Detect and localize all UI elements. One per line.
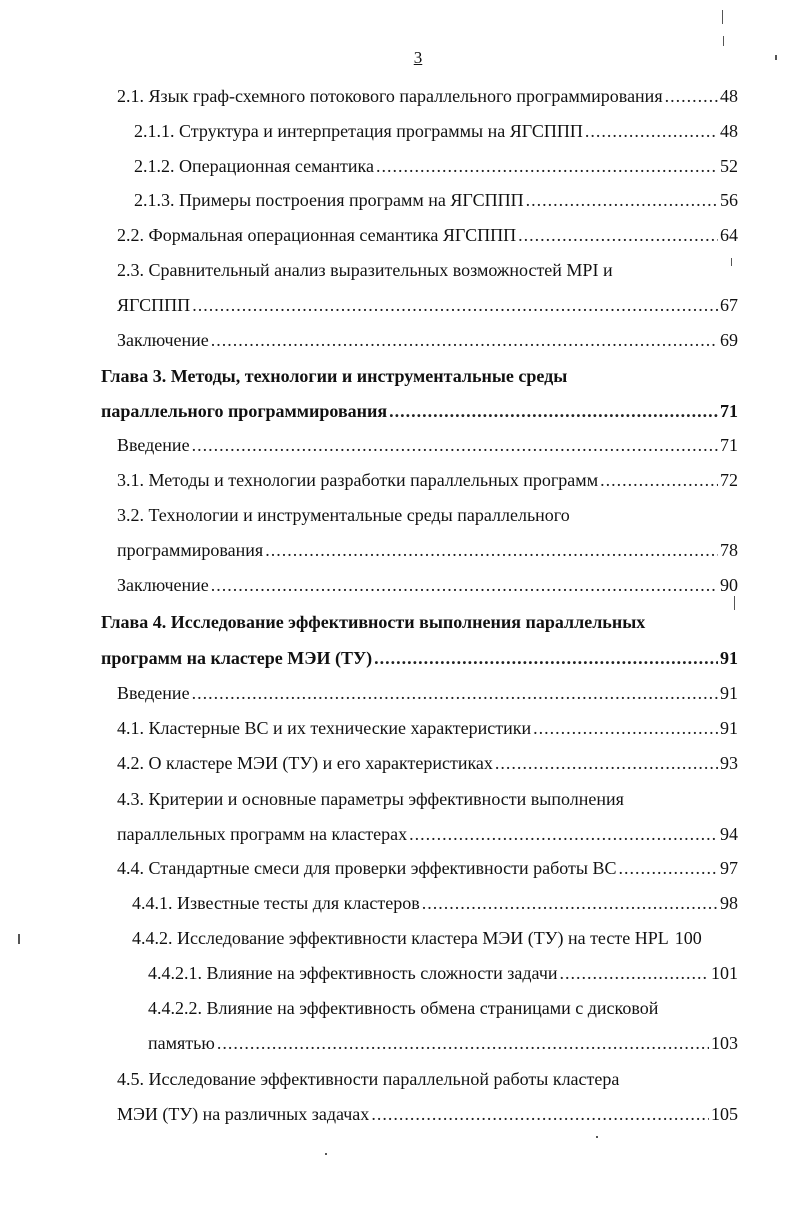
scan-speck <box>723 36 724 46</box>
toc-entry-2-1-1: 2.1.1. Структура и интерпретация программы на ЯГСППП ..... 48 <box>134 121 738 141</box>
toc-entry-4-1: 4.1. Кластерные ВС и их технические характеристики ..... 91 <box>117 718 738 738</box>
scan-speck <box>734 596 735 610</box>
toc-entry-2-1-3: 2.1.3. Примеры построения программ на ЯГСППП ..... 56 <box>134 190 738 210</box>
scan-speck <box>731 258 732 266</box>
toc-entry-intro-3: Введение ..... 71 <box>117 435 738 455</box>
toc-entry-3-1: 3.1. Методы и технологии разработки параллельных программ ..... 72 <box>117 470 738 490</box>
toc-entry-intro-4: Введение ..... 91 <box>117 683 738 703</box>
toc-chapter-4-cont: программ на кластере МЭИ (ТУ) ..... 91 <box>101 648 738 668</box>
toc-entry-4-3-cont: параллельных программ на кластерах ..... 94 <box>117 824 738 844</box>
toc-entry-3-2: 3.2. Технологии и инструментальные среды параллельного <box>117 505 570 525</box>
toc-entry-3-2-cont: программирования ..... 78 <box>117 540 738 560</box>
toc-chapter-3: Глава 3. Методы, технологии и инструментальные среды <box>101 366 568 386</box>
scan-speck <box>596 1136 598 1138</box>
toc-entry-conclusion-2: Заключение ..... 69 <box>117 330 738 350</box>
scan-speck <box>18 934 20 944</box>
toc-entry-4-4-2: 4.4.2. Исследование эффективности кластера МЭИ (ТУ) на тесте HPL 100 <box>132 928 702 948</box>
toc-chapter-4: Глава 4. Исследование эффективности выполнения параллельных <box>101 612 646 632</box>
toc-entry-4-5-cont: МЭИ (ТУ) на различных задачах ..... 105 <box>117 1104 738 1124</box>
toc-entry-4-4-1: 4.4.1. Известные тесты для кластеров ..... 98 <box>132 893 738 913</box>
toc-chapter-3-cont: параллельного программирования ..... 71 <box>101 401 738 421</box>
toc-entry-4-4: 4.4. Стандартные смеси для проверки эффективности работы ВС ..... 97 <box>117 858 738 878</box>
toc-entry-4-2: 4.2. О кластере МЭИ (ТУ) и его характеристиках ..... 93 <box>117 753 738 773</box>
toc-entry-4-4-2-2-cont: памятью ..... 103 <box>148 1033 738 1053</box>
toc-entry-2-2: 2.2. Формальная операционная семантика ЯГСППП ..... 64 <box>117 225 738 245</box>
toc-entry-2-1: 2.1. Язык граф-схемного потокового параллельного программирования ..... 48 <box>117 86 738 106</box>
toc-entry-4-4-2-2: 4.4.2.2. Влияние на эффективность обмена страницами с дисковой <box>148 998 659 1018</box>
toc-entry-4-5: 4.5. Исследование эффективности параллельной работы кластера <box>117 1069 620 1089</box>
page-number: 3 <box>413 48 423 67</box>
toc-entry-2-1-2: 2.1.2. Операционная семантика ..... 52 <box>134 156 738 176</box>
toc-entry-conclusion-3: Заключение ..... 90 <box>117 575 738 595</box>
toc-entry-4-4-2-1: 4.4.2.1. Влияние на эффективность сложности задачи ..... 101 <box>148 963 738 983</box>
scan-speck <box>325 1153 327 1155</box>
toc-entry-2-3-cont: ЯГСППП ..... 67 <box>117 295 738 315</box>
toc-entry-4-3: 4.3. Критерии и основные параметры эффективности выполнения <box>117 789 624 809</box>
scan-speck <box>722 10 723 24</box>
toc-entry-2-3: 2.3. Сравнительный анализ выразительных возможностей MPI и <box>117 260 613 280</box>
scan-speck <box>775 55 777 60</box>
